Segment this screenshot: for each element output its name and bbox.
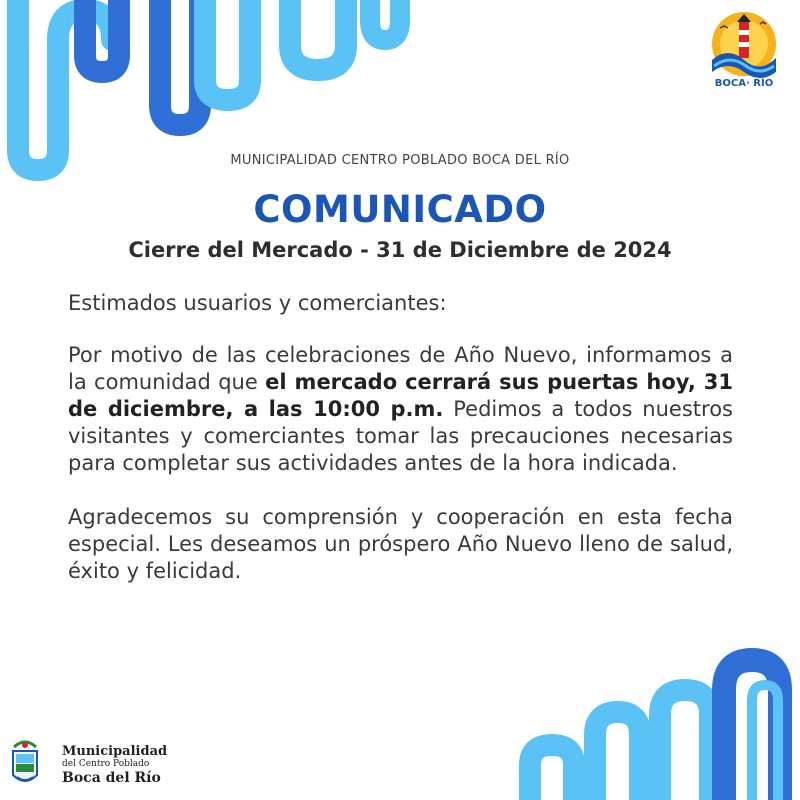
p1-text-before: Por motivo de las celebraciones de Año Nuevo, informamos a la comunidad que	[68, 343, 733, 394]
wave-bottom-light2	[595, 712, 640, 800]
footer-line-1: Municipalidad	[62, 744, 168, 759]
page-subtitle: Cierre del Mercado - 31 de Diciembre de 2024	[128, 238, 672, 262]
wave-bottom-light4	[752, 685, 778, 800]
wave-bottom-light3	[660, 690, 710, 800]
wave-top-left-light	[18, 0, 112, 170]
municipal-crest-icon	[10, 737, 40, 789]
logo-label: BOCA· RÍO	[714, 78, 774, 89]
organization-name: MUNICIPALIDAD CENTRO POBLADO BOCA DEL RÍO	[230, 153, 570, 168]
page-title: COMUNICADO	[253, 188, 547, 231]
communique-body	[68, 290, 733, 612]
wave-top-right-light	[290, 0, 346, 70]
paragraph-closure-notice	[68, 342, 733, 477]
wave-top-mid-light	[205, 0, 250, 100]
wave-top-right-light2	[370, 0, 400, 40]
footer-municipality	[62, 745, 182, 786]
wave-bottom-light1	[530, 745, 574, 800]
p1-text-after: Pedimos a todos nuestros visitantes y comerciantes tomar las precauciones necesarias para completar sus actividades antes de la hora indicada.	[68, 397, 733, 475]
footer-line-3: Boca del Río	[62, 770, 161, 786]
paragraph-thanks: Agradecemos su comprensión y cooperación en esta fecha especial. Les deseamos un próspero Año Nuevo lleno de salud, éxito y felicidad.	[68, 505, 733, 583]
greeting: Estimados usuarios y comerciantes:	[68, 291, 447, 315]
p1-bold-text: el mercado cerrará sus puertas hoy, 31 de diciembre, a las 10:00 p.m.	[68, 370, 733, 421]
footer-line-2: del Centro Poblado	[62, 759, 150, 769]
